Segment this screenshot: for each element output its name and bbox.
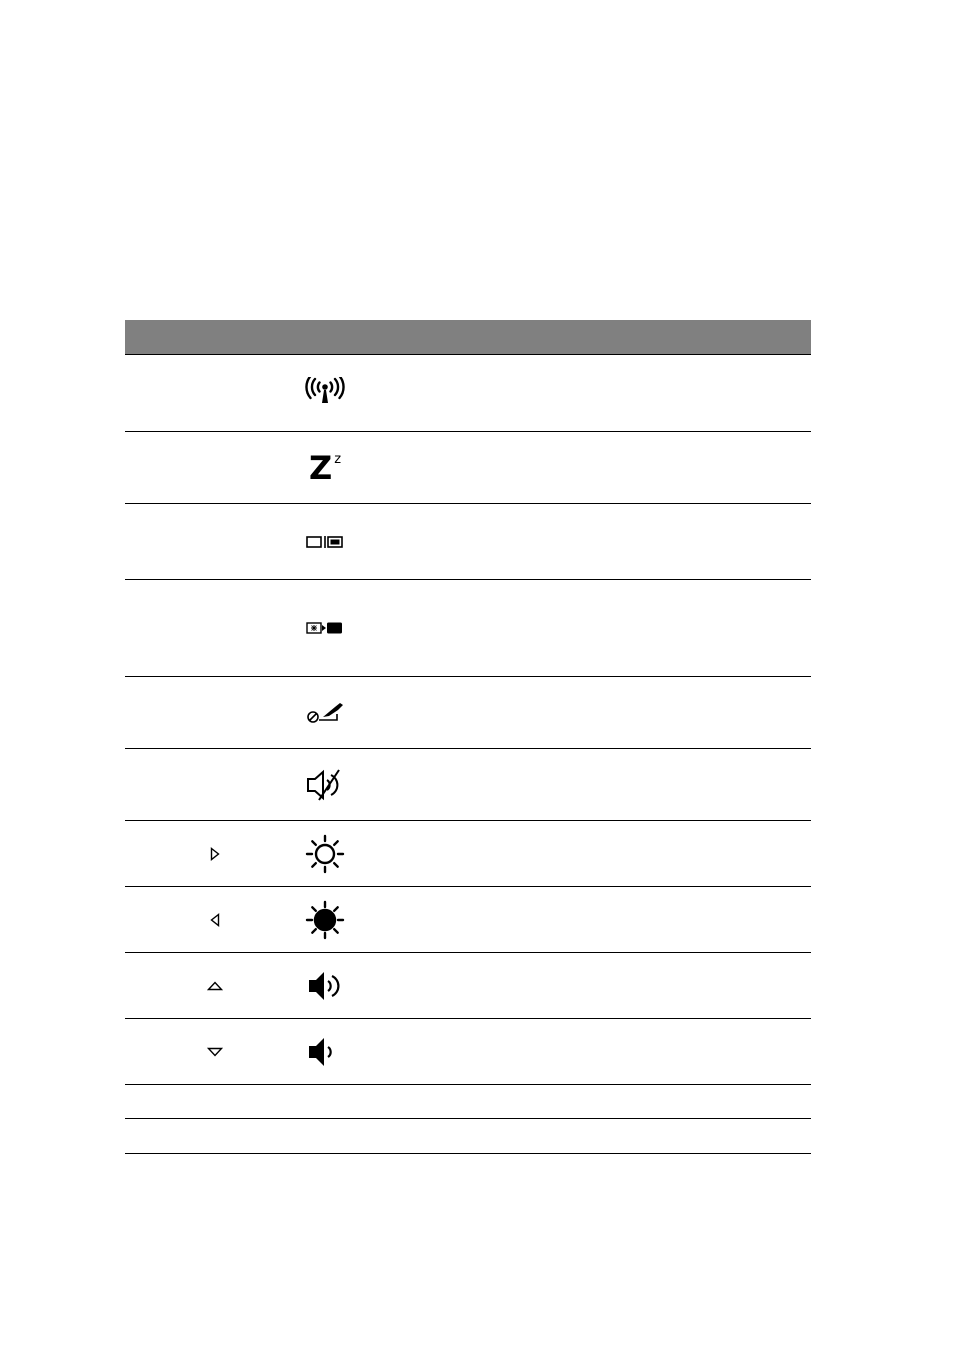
table-header-bar bbox=[125, 320, 811, 355]
table-row bbox=[125, 677, 811, 749]
screen-blank-icon bbox=[303, 580, 347, 676]
display-toggle-icon bbox=[303, 504, 347, 579]
table-row bbox=[125, 432, 811, 504]
sleep-icon bbox=[303, 432, 347, 503]
table-row bbox=[125, 580, 811, 677]
table-row bbox=[125, 887, 811, 953]
brightness-down-icon bbox=[303, 887, 347, 952]
table-row bbox=[125, 953, 811, 1019]
table-row bbox=[125, 504, 811, 580]
brightness-up-icon bbox=[303, 821, 347, 886]
arrow-left-icon bbox=[125, 887, 305, 952]
volume-up-icon bbox=[303, 953, 347, 1018]
table-row bbox=[125, 821, 811, 887]
table-row bbox=[125, 1019, 811, 1085]
arrow-up-icon bbox=[125, 953, 305, 1018]
speaker-toggle-icon bbox=[303, 749, 347, 820]
arrow-down-icon bbox=[125, 1019, 305, 1084]
arrow-right-icon bbox=[125, 821, 305, 886]
volume-down-icon bbox=[303, 1019, 347, 1084]
wireless-icon bbox=[303, 355, 347, 431]
table-row bbox=[125, 1085, 811, 1119]
touchpad-toggle-icon bbox=[303, 677, 347, 748]
sleep-glyph: Z bbox=[308, 448, 333, 487]
table-row bbox=[125, 749, 811, 821]
sleep-glyph-small: z bbox=[334, 451, 342, 467]
table-row bbox=[125, 1119, 811, 1154]
hotkey-table bbox=[125, 320, 811, 1154]
table-row bbox=[125, 355, 811, 432]
